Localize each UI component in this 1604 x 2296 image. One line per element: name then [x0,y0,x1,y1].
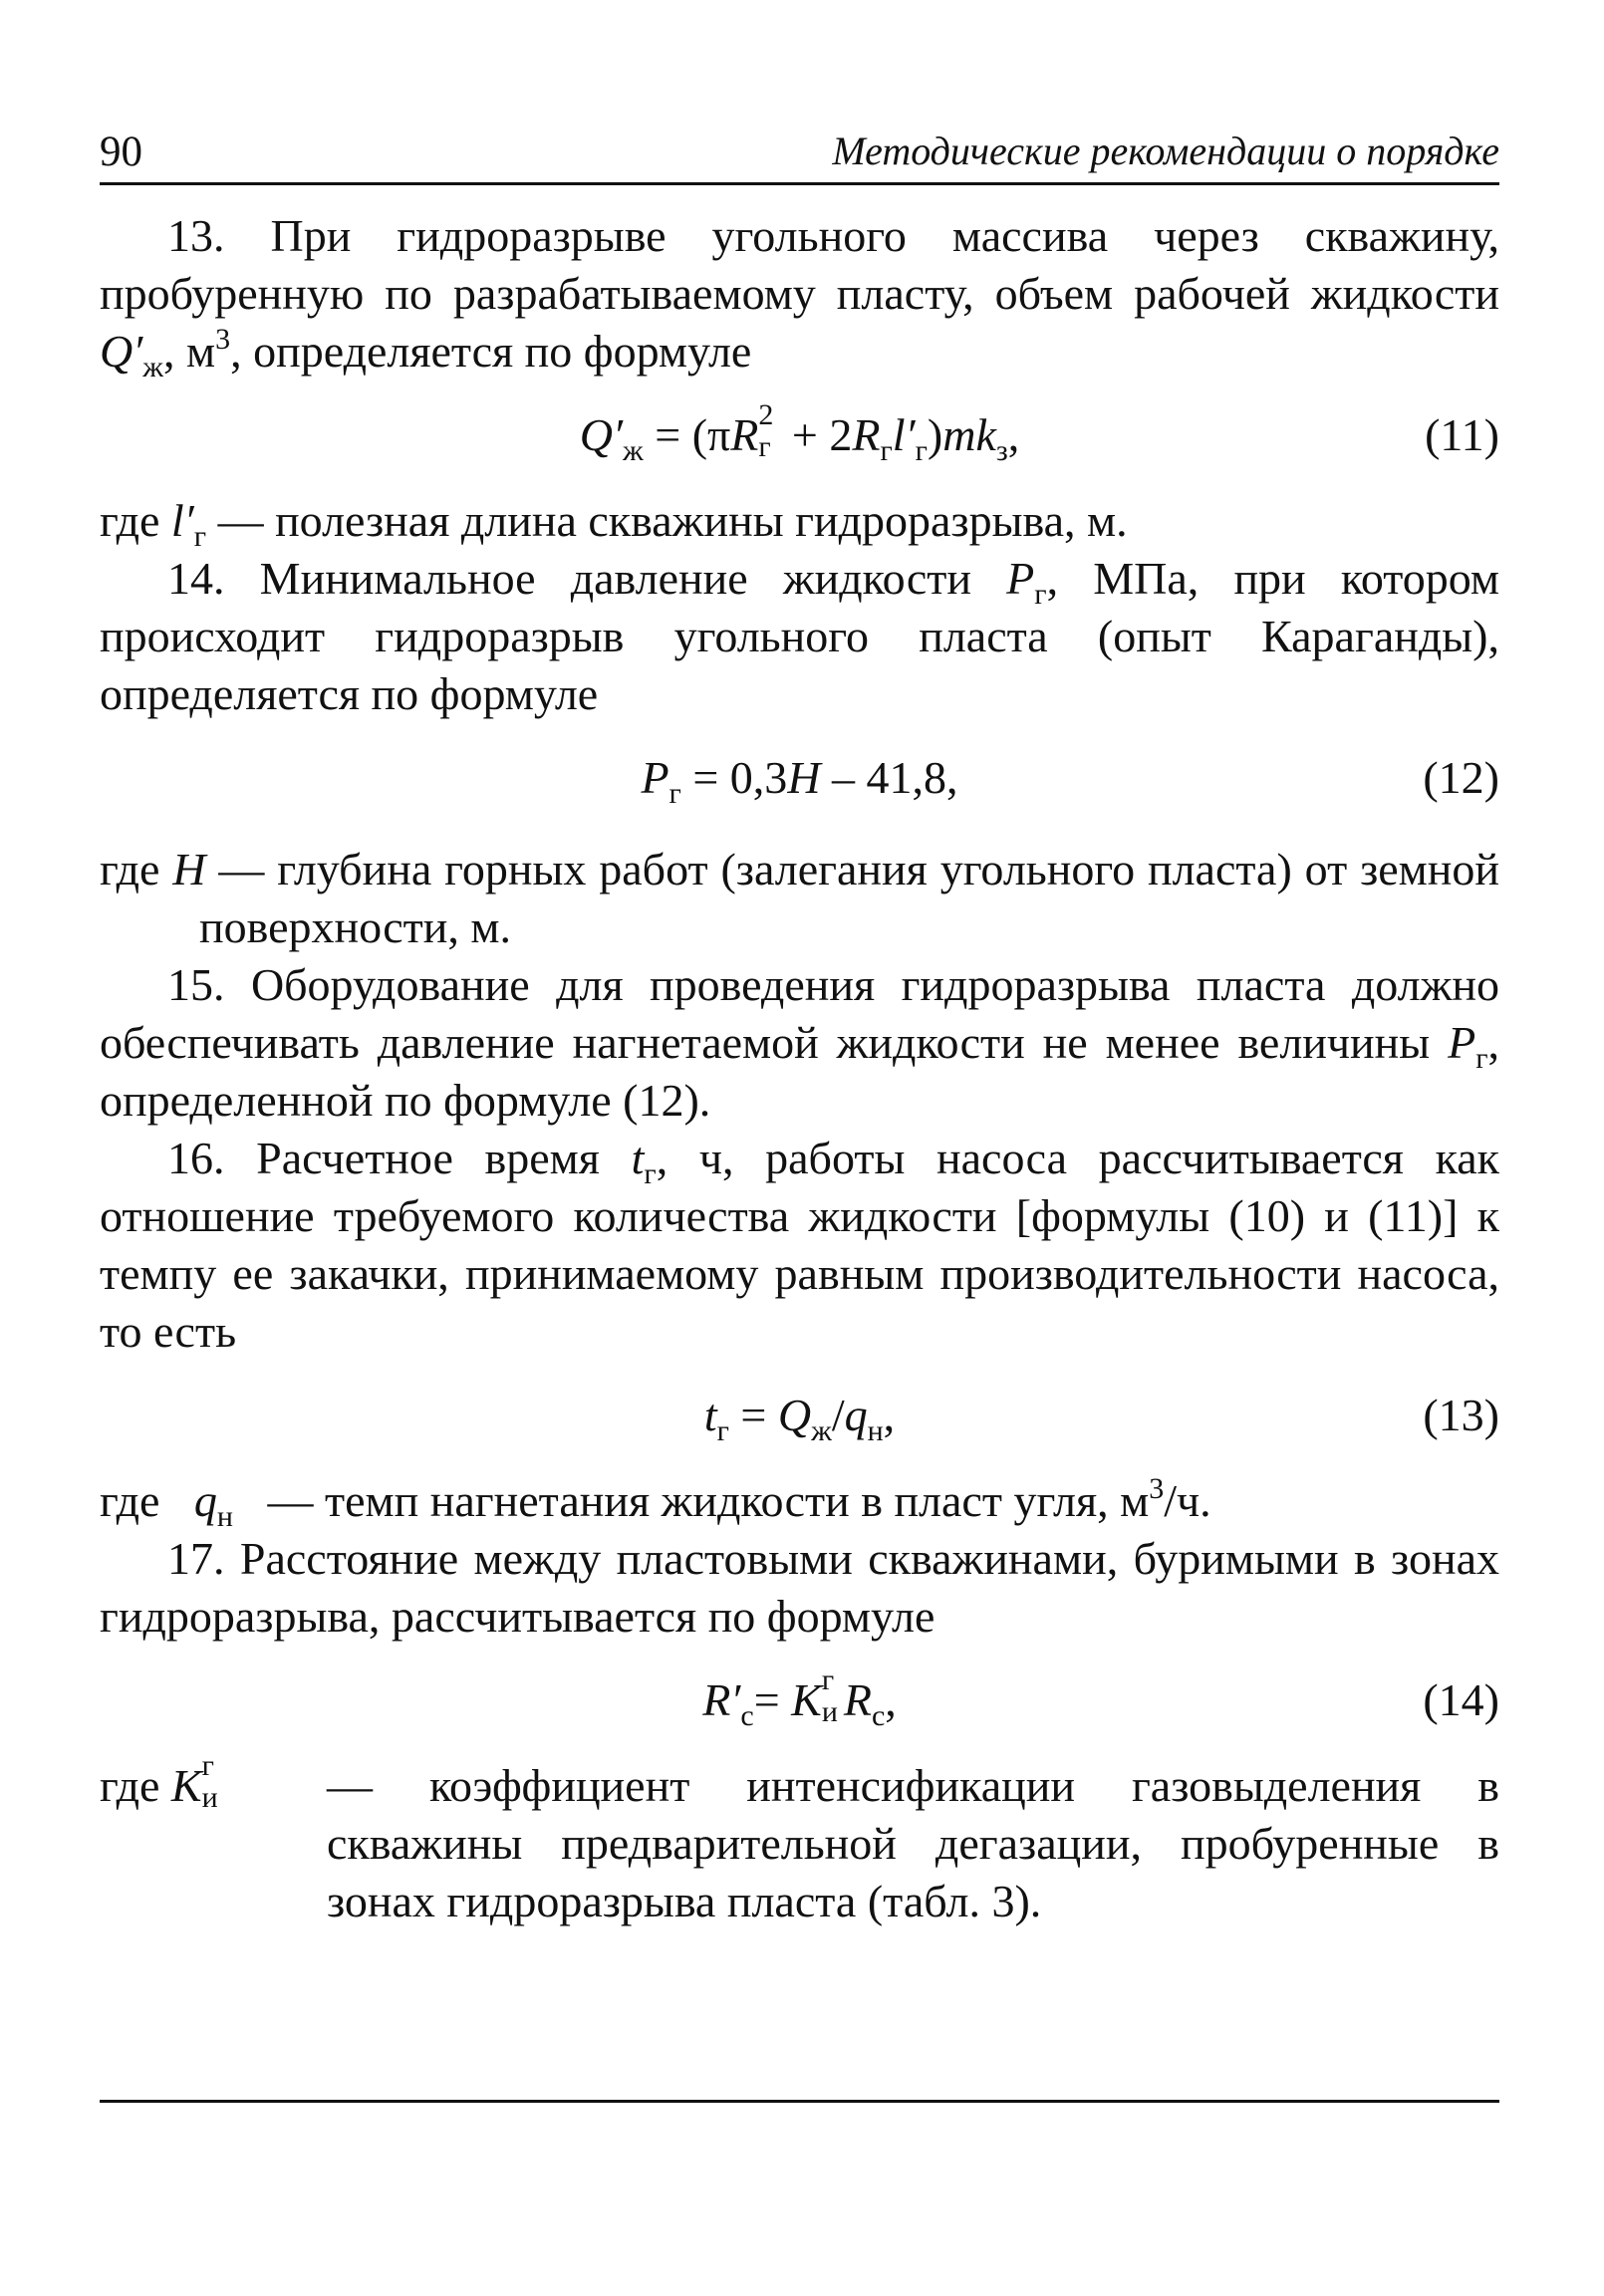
formula-11 [100,381,1499,492]
paragraph-14: 14. Минимальное давление жидкости $P_г$, МПа, при котором происходит гидроразрыв угольного пласта (опыт Караганды), определяется по формуле [100,553,1499,719]
formula-12 [100,723,1499,835]
formula-14-expression: $R'_с= K$ г и $R_с$, [702,1663,897,1732]
formula-12-number: (12) [1423,752,1499,803]
paragraph-15: 15. Оборудование для проведения гидроразрыва пласта должно обеспечивать давление нагнетаемой жидкости не менее величины $P_г$, определенной по формуле (12). [100,959,1499,1126]
where-13: где $q_н$ — темп нагнетания жидкости в пласт угля, $м^3/ч$. [100,1472,1211,1533]
paragraph-17: 17. Расстояние между пластовыми скважинами, буримыми в зонах гидроразрыва, рассчитывается по формуле [100,1533,1499,1642]
formula-13-expression: $t_г = Q_ж/q_н$, [703,1390,896,1447]
running-title: Методические рекомендации о порядке [832,128,1499,173]
page-body [100,207,1499,1930]
formula-11-expression: $Q'_ж = (\pi R$ 2 г + $2R_гl'_г)mk_з$, [579,398,1020,467]
footer-rule [100,2100,1499,2103]
formula-11-number: (11) [1425,409,1499,460]
paragraph-13: 13. При гидроразрыве угольного массива через скважину, пробуренную по разрабатываемому пласту, объем рабочей жидкости $Q'_ж$, $м^3$, определяется по формуле [100,210,1499,383]
page-header [100,128,1499,179]
formula-13 [100,1361,1499,1472]
header-rule [100,182,1499,185]
formula-14-number: (14) [1423,1674,1499,1725]
where-14 [100,1749,1499,1930]
where-14-label: где K г и [100,1749,218,1814]
where-11: где $l'_г$ — полезная длина скважины гидроразрыва, м. [100,495,1128,553]
paragraph-16: 16. Расчетное время $t_г$, ч, работы насоса рассчитывается как отношение требуемого количества жидкости [формулы (10) и (11)] к темпу ее закачки, принимаемому равным производительности насоса, то есть [100,1133,1500,1357]
where-12: где H — глубина горных работ (залегания угольного пласта) от земной поверхности, м. [100,844,1499,952]
formula-13-number: (13) [1423,1390,1499,1440]
formula-12-expression: $P_г = 0,3H - 41,8$, [641,752,958,810]
page-number: 90 [100,128,142,175]
formula-14 [100,1646,1499,1757]
where-14-text: — коэффициент интенсификации газовыделения в скважины предварительной дегазации, пробуренные в зонах гидроразрыва пласта (табл. 3). [327,1760,1499,1926]
